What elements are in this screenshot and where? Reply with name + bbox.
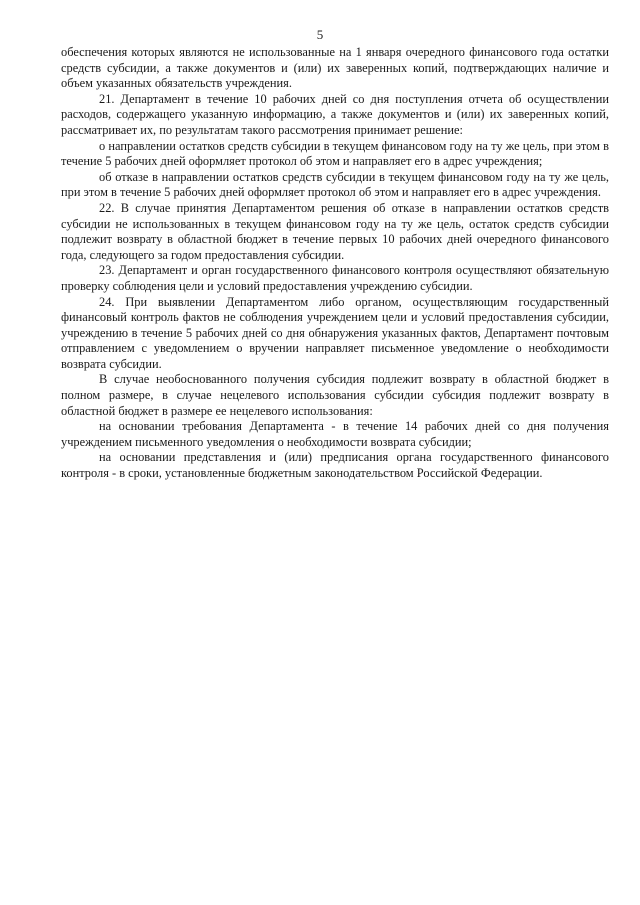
page-number: 5	[316, 27, 324, 42]
document-body	[61, 45, 609, 482]
paragraph-continuation: обеспечения которых являются не использованные на 1 января очередного финансового года остатки средств субсидии, а также документов и (или) их заверенных копий, подтверждающих наличие и объем указанных обязательств учреждения.	[61, 45, 609, 91]
paragraph-22: 22. В случае принятия Департаментом решения об отказе в направлении остатков средств субсидии не использованных в текущем финансовом году на ту же цель, остаток средств субсидии подлежит возврату в областной бюджет в течение первых 10 рабочих дней очередного финансового года, следующего за годом предоставления субсидии.	[61, 200, 609, 262]
paragraph-return-by-control-body: на основании представления и (или) предписания органа государственного финансового контроля - в сроки, установленные бюджетным законодательством Российской Федерации.	[61, 450, 609, 481]
paragraph-24: 24. При выявлении Департаментом либо органом, осуществляющим государственный финансовый контроль фактов не соблюдения учреждением цели и условий предоставления субсидии, учреждению в течение 5 рабочих дней со дня обнаружения указанных фактов, Департамент почтовым отправлением с уведомлением о вручении направляет письменное уведомление о необходимости возврата субсидии.	[61, 294, 609, 371]
paragraph-21: 21. Департамент в течение 10 рабочих дней со дня поступления отчета об осуществлении расходов, содержащего указанную информацию, а также документов и (или) их заверенных копий, рассматривает их, по результатам такого рассмотрения принимает решение:	[61, 91, 609, 137]
paragraph-return-by-department: на основании требования Департамента - в течение 14 рабочих дней со дня получения учреждением письменного уведомления о необходимости возврата субсидии;	[61, 419, 609, 449]
paragraph-return-conditions: В случае необоснованного получения субсидия подлежит возврату в областной бюджет в полном размере, в случае нецелевого использования субсидии субсидия подлежит возврату в областной бюджет в размере ее нецелевого использования:	[61, 372, 609, 418]
paragraph-21-option-approve: о направлении остатков средств субсидии в текущем финансовом году на ту же цель, при этом в течение 5 рабочих дней оформляет протокол об этом и направляет его в адрес учреждения;	[61, 138, 609, 169]
paragraph-23: 23. Департамент и орган государственного финансового контроля осуществляют обязательную проверку соблюдения цели и условий предоставления учреждению субсидии.	[61, 263, 609, 293]
paragraph-21-option-refuse: об отказе в направлении остатков средств субсидии в текущем финансовом году на ту же цель, при этом в течение 5 рабочих дней оформляет протокол об этом и направляет его в адрес учреждения.	[61, 169, 609, 200]
